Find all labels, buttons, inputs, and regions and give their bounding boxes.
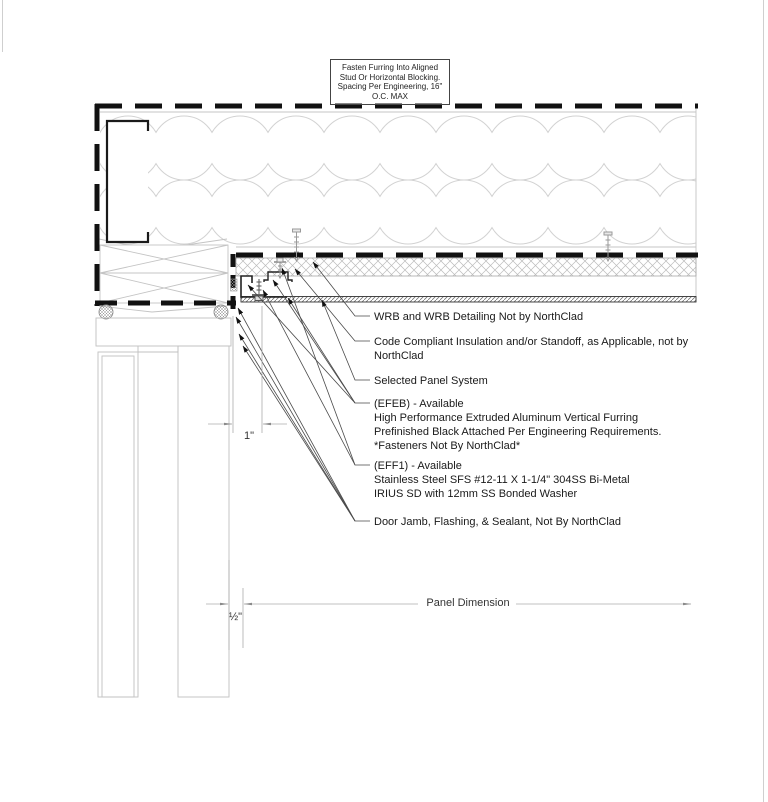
note-line: Spacing Per Engineering, 16" [337, 82, 443, 91]
batt-insulation [100, 112, 696, 247]
annotation-line: (EFF1) - Available [374, 460, 462, 472]
annotation-line: Code Compliant Insulation and/or Standoff, as Applicable, not by [374, 336, 689, 348]
annotation-line: Prefinished Black Attached Per Engineering Requirements. [374, 426, 662, 438]
annotation-efeb [374, 397, 661, 453]
thermal-gasket-block [231, 279, 238, 291]
annotation-line: Stainless Steel SFS #12-11 X 1-1/4" 304SS Bi-Metal [374, 474, 630, 486]
blocking-cross-brace [100, 245, 228, 303]
leader-efeb-2 [248, 285, 355, 403]
annotation-line: Door Jamb, Flashing, & Sealant, Not By NorthClad [374, 516, 622, 528]
annotation-line: WRB and WRB Detailing Not by NorthClad [374, 311, 584, 323]
door-frame-right [178, 346, 229, 697]
annotation-wrb [374, 310, 583, 324]
fastening-note-box [330, 59, 450, 105]
door-head-frame [96, 318, 231, 346]
door-head-stop [138, 346, 178, 352]
standoff-strip [236, 258, 696, 276]
annotation-eff1 [374, 459, 630, 501]
annotation-line: High Performance Extruded Aluminum Vertical Furring [374, 412, 639, 424]
annotation-panel-system [374, 374, 488, 388]
annotation-line: (EFEB) - Available [374, 398, 464, 410]
leader-door-2 [236, 317, 355, 521]
annotation-line: Selected Panel System [374, 375, 488, 387]
annotation-line: *Fasteners Not By NorthClad* [374, 440, 521, 452]
note-line: Stud Or Horizontal Blocking. [339, 72, 441, 82]
dim-text-1in: 1" [244, 430, 255, 442]
panel-band [241, 297, 696, 303]
note-line: O.C. MAX [371, 91, 408, 101]
leader-door-3 [239, 334, 355, 521]
leader-efeb-3 [288, 298, 355, 403]
leader-door-1 [238, 308, 370, 521]
gasket-circle-right [214, 305, 228, 319]
annotation-door-jamb [374, 515, 621, 529]
annotation-line: NorthClad [374, 350, 424, 362]
door-leaf-inner [102, 356, 134, 697]
note-line: Fasten Furring Into Aligned [341, 63, 439, 72]
furring-channel [241, 276, 287, 297]
dim-text-half-inch: ½" [229, 611, 243, 623]
joint-line-lower [99, 306, 227, 312]
metal-stud-channel [107, 121, 148, 242]
annotation-line: IRIUS SD with 12mm SS Bonded Washer [374, 488, 578, 500]
annotation-insulation-standoff [374, 335, 688, 363]
dim-text-panel-dimension: Panel Dimension [426, 597, 510, 609]
door-leaf-outer [98, 352, 138, 697]
leader-panel-system [322, 300, 370, 380]
door-jamb-drawing [96, 305, 231, 697]
gasket-circle-left [99, 305, 113, 319]
